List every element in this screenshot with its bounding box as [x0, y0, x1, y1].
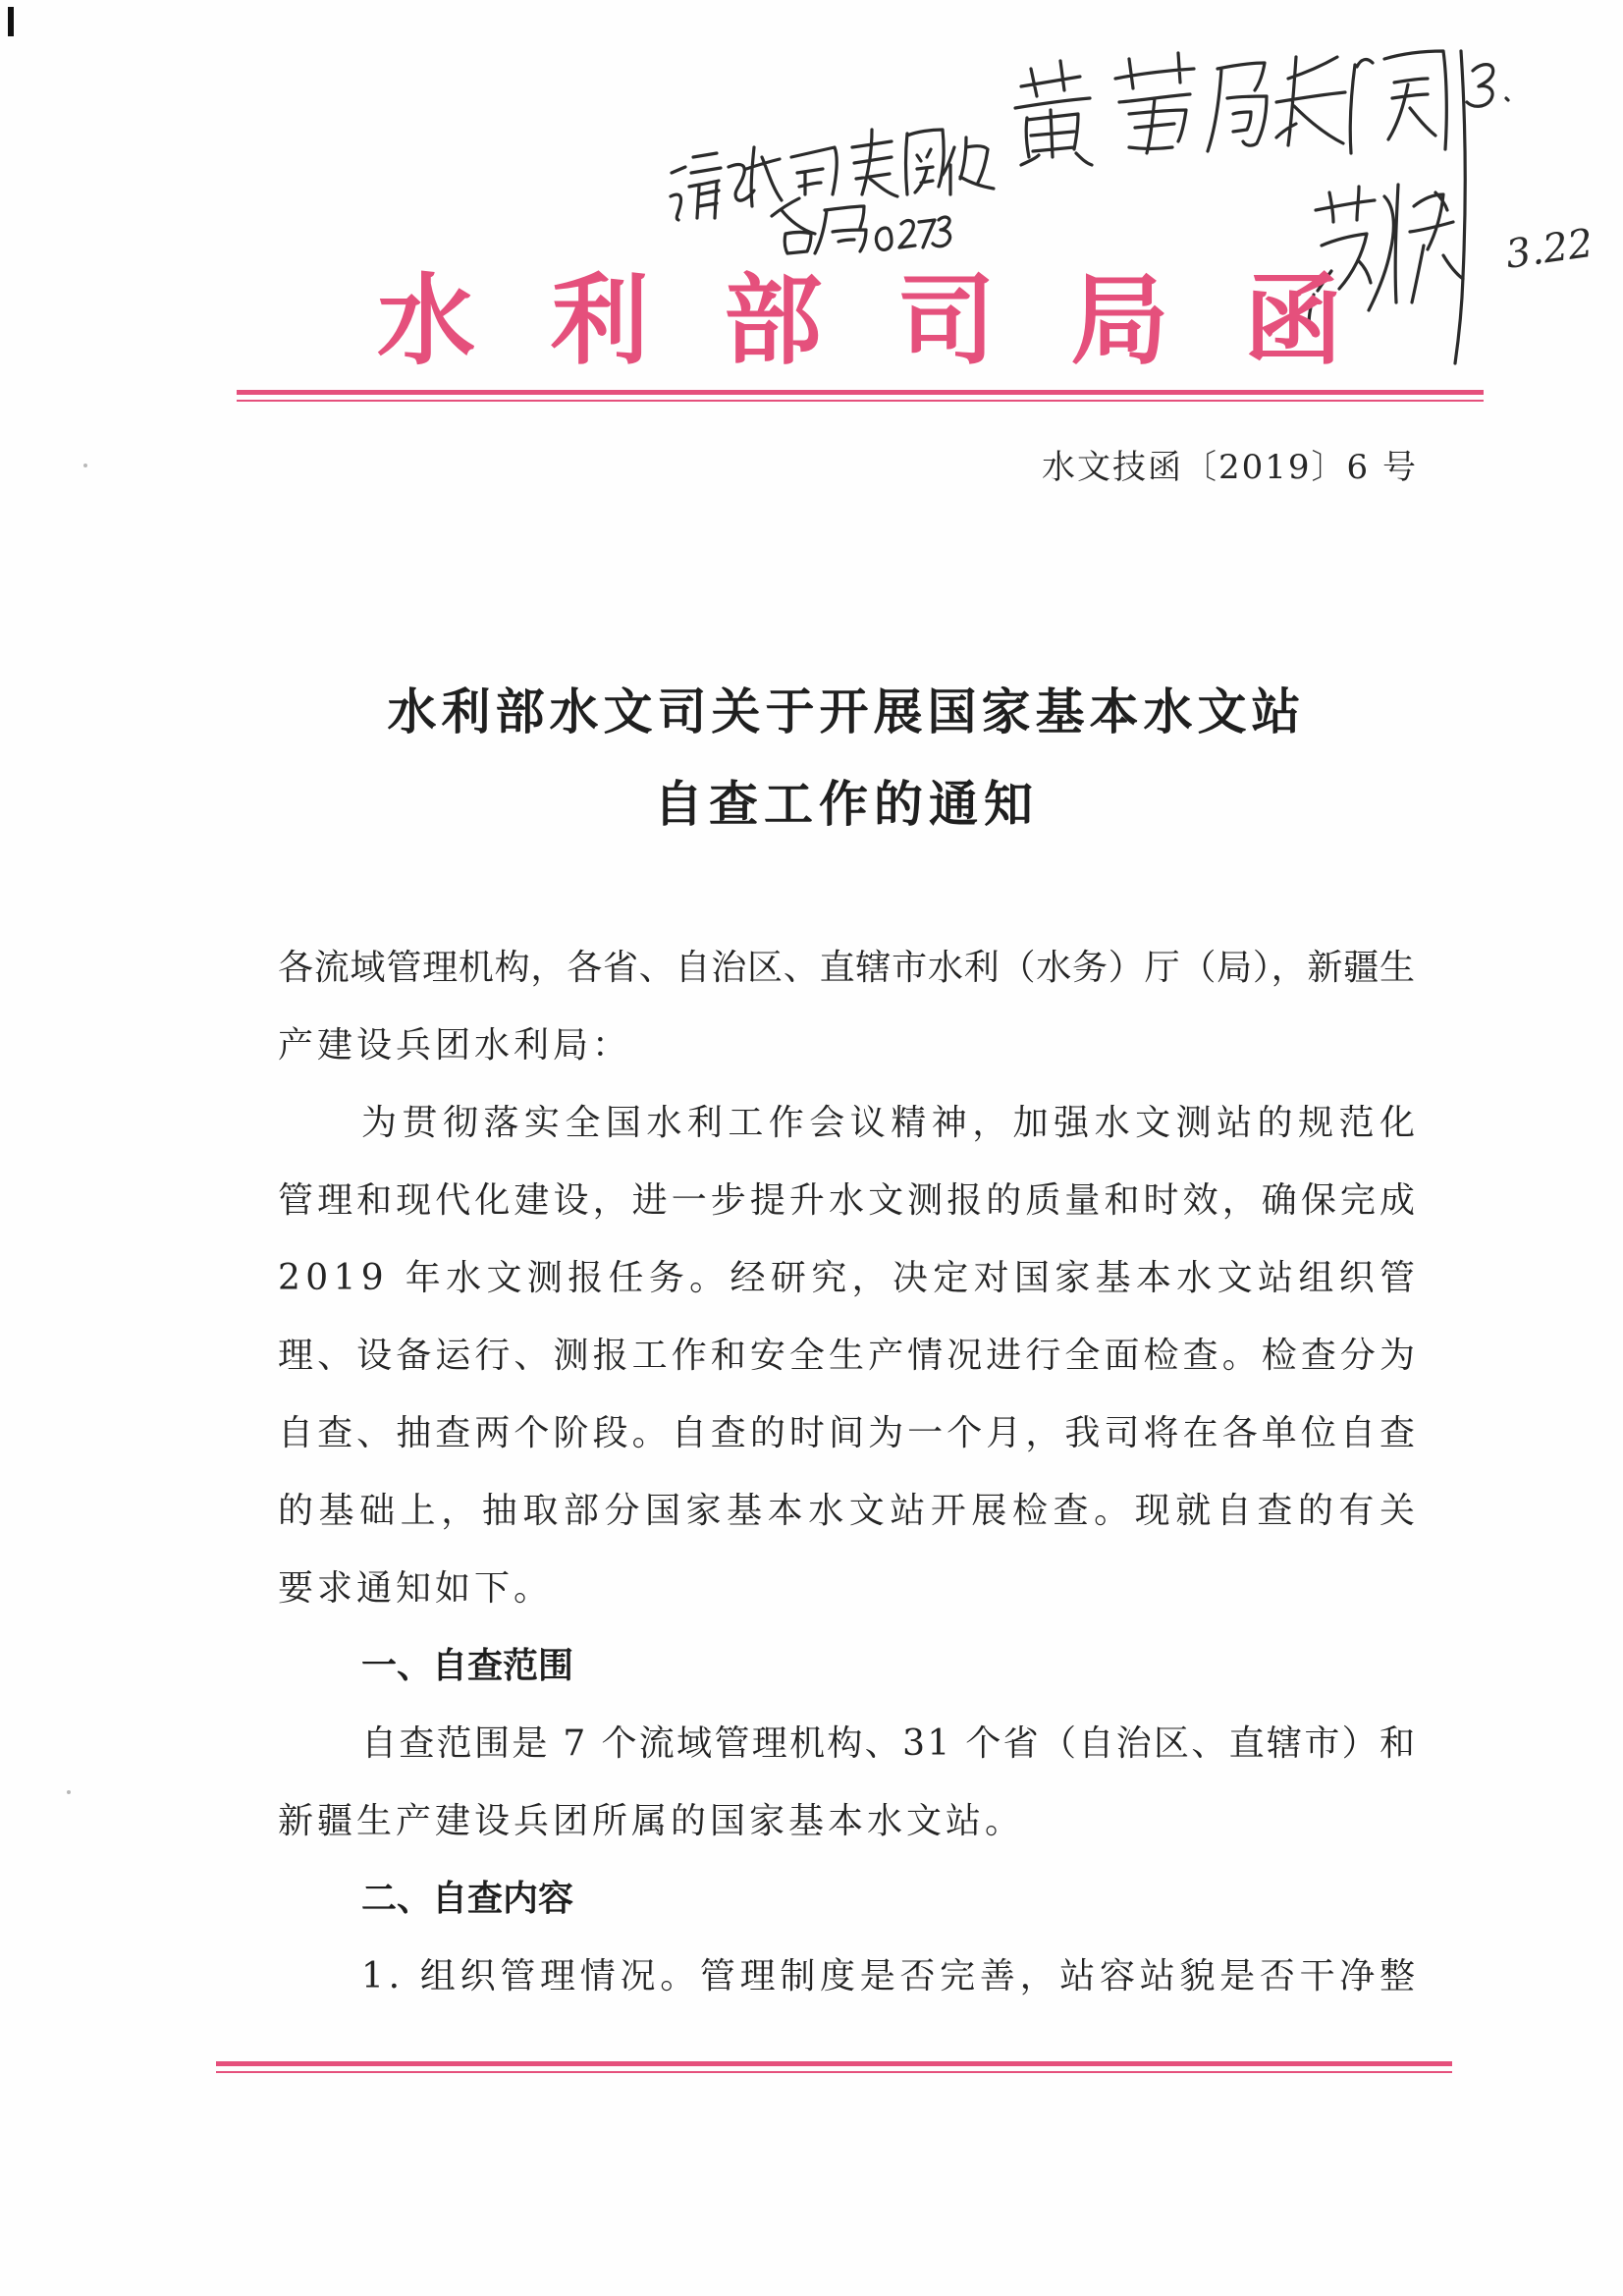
scan-speck [83, 464, 87, 467]
paragraph-line: 自查、抽查两个阶段。自查的时间为一个月，我司将在各单位自查 [278, 1413, 1420, 1453]
handwritten-date: 3.22 [1502, 220, 1596, 278]
letterhead-red-rule-thin [237, 400, 1484, 402]
paragraph-line: 2019 年水文测报任务。经研究，决定对国家基本水文站组织管 [278, 1258, 1421, 1298]
document-number: 水文技函〔2019〕6 号 [1042, 448, 1418, 487]
scan-speck [67, 1790, 71, 1794]
footer-red-rule-thick [216, 2061, 1452, 2066]
paragraph-line: 的基础上，抽取部分国家基本水文站开展检查。现就自查的有关 [278, 1491, 1421, 1531]
letterhead-red-rule-thick [237, 390, 1484, 395]
handwriting-line-3 [772, 198, 950, 253]
paragraph-line: 理、设备运行、测报工作和安全生产情况进行全面检查。检查分为 [278, 1336, 1420, 1376]
salutation-line: 各流域管理机构，各省、自治区、直辖市水利（水务）厅（局），新疆生 [278, 948, 1416, 988]
paragraph-line: 为贯彻落实全国水利工作会议精神，加强水文测站的规范化 [361, 1103, 1421, 1143]
section-heading: 二、自查内容 [361, 1879, 574, 1919]
paragraph-line: 管理和现代化建设，进一步提升水文测报的质量和时效，确保完成 [278, 1180, 1420, 1221]
paragraph-line: 要求通知如下。 [278, 1568, 554, 1609]
salutation-line: 产建设兵团水利局： [278, 1025, 632, 1066]
document-body [278, 929, 1421, 2015]
paragraph-line: 新疆生产建设兵团所属的国家基本水文站。 [278, 1801, 1025, 1841]
section-heading: 一、自查范围 [361, 1646, 574, 1686]
document-title-line-1: 水利部水文司关于开展国家基本水文站 [387, 683, 1306, 740]
footer-red-rule-thin [216, 2071, 1452, 2073]
document-title-line-2: 自查工作的通知 [654, 775, 1039, 833]
paragraph-line: 1. 组织管理情况。管理制度是否完善，站容站貌是否干净整 [361, 1956, 1420, 1996]
paragraph-line: 自查范围是 7 个流域管理机构、31 个省（自治区、直辖市）和 [361, 1723, 1418, 1764]
letterhead-title: 水利部司局函 [377, 262, 1418, 378]
handwriting-line-1 [671, 130, 994, 220]
